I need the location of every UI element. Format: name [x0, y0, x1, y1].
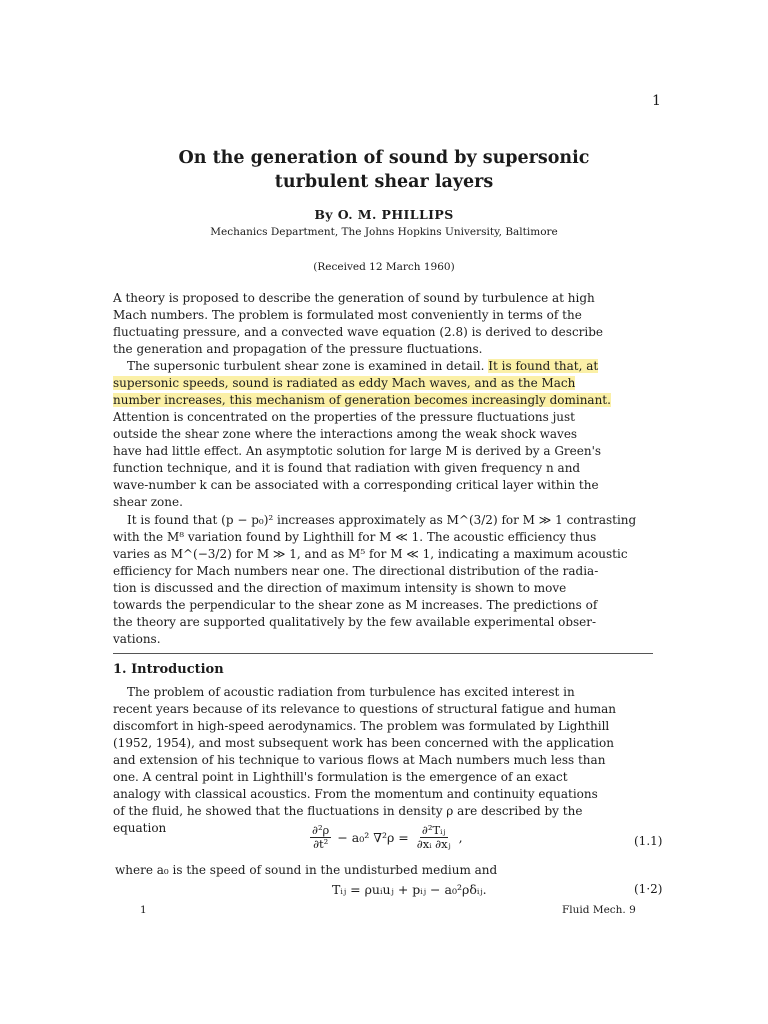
abstract-line: fluctuating pressure, and a convected wave equation (2.8) is derived to describe [113, 325, 604, 339]
section-heading: 1. Introduction [113, 662, 224, 677]
highlighted-text: It is found that, at [488, 359, 599, 373]
equation-number-1-2: (1·2) [634, 882, 663, 896]
intro-line: analogy with classical acoustics. From the momentum and continuity equations [113, 787, 598, 801]
abstract-line: function technique, and it is found that radiation with given frequency n and [113, 461, 581, 475]
abstract-paragraph-2 [113, 358, 664, 511]
intro-line: discomfort in high-speed aerodynamics. The problem was formulated by Lighthill [113, 719, 610, 733]
abstract-line: tion is discussed and the direction of maximum intensity is shown to move [113, 581, 567, 595]
abstract-paragraph-3 [113, 512, 664, 648]
section-divider [113, 653, 653, 654]
abstract-line: A theory is proposed to describe the generation of sound by turbulence at high [113, 291, 595, 305]
where-line [113, 862, 664, 879]
abstract-line: shear zone. [113, 495, 183, 509]
abstract-line: varies as M^(−3/2) for M ≫ 1, and as M⁵ for M ≪ 1, indicating a maximum acoustic [113, 547, 628, 561]
intro-line: (1952, 1954), and most subsequent work has been concerned with the application [113, 736, 614, 750]
equation-1-1 [310, 824, 463, 851]
where-text: where a₀ is the speed of sound in the undisturbed medium and [115, 863, 498, 877]
title-line-1: On the generation of sound by supersonic [178, 148, 590, 168]
eq-lhs-fraction [310, 824, 331, 851]
intro-line: The problem of acoustic radiation from turbulence has excited interest in [127, 685, 575, 699]
abstract-line: Mach numbers. The problem is formulated most conveniently in terms of the [113, 308, 582, 322]
page-number: 1 [652, 93, 661, 109]
received-date: (Received 12 March 1960) [313, 261, 455, 273]
abstract-line [113, 392, 664, 409]
eq-tail: , [458, 830, 463, 845]
eq-rhs-fraction [415, 824, 453, 851]
abstract-line: Attention is concentrated on the properties of the pressure fluctuations just [113, 410, 575, 424]
abstract-line: with the M⁸ variation found by Lighthill for M ≪ 1. The acoustic efficiency thus [113, 530, 597, 544]
footer-journal: Fluid Mech. 9 [562, 904, 636, 916]
intro-line: recent years because of its relevance to questions of structural fatigue and human [113, 702, 616, 716]
equation-1-2 [332, 882, 487, 897]
paper-title [0, 146, 768, 194]
author: By O. M. PHILLIPS [314, 207, 454, 222]
intro-line: of the fluid, he showed that the fluctuations in density ρ are described by the [113, 804, 583, 818]
abstract-line: the theory are supported qualitatively by the few available experimental obser- [113, 615, 597, 629]
title-line-2: turbulent shear layers [274, 172, 494, 192]
equation-number-1-1: (1.1) [634, 834, 663, 848]
abstract-line: the generation and propagation of the pressure fluctuations. [113, 342, 483, 356]
eq2-text: Tᵢⱼ = ρuᵢuⱼ + pᵢⱼ − a₀²ρδᵢⱼ. [332, 882, 487, 897]
abstract-line: vations. [113, 632, 161, 646]
abstract-line [113, 375, 664, 392]
abstract-text: The supersonic turbulent shear zone is examined in detail. [127, 359, 485, 373]
intro-line: one. A central point in Lighthill's formulation is the emergence of an exact [113, 770, 568, 784]
abstract-line: towards the perpendicular to the shear zone as M increases. The predictions of [113, 598, 598, 612]
affiliation: Mechanics Department, The Johns Hopkins University, Baltimore [210, 226, 558, 238]
abstract-line [113, 358, 664, 375]
footer-signature: 1 [140, 904, 147, 916]
highlighted-text: supersonic speeds, sound is radiated as eddy Mach waves, and as the Mach [113, 376, 576, 390]
abstract-line: have had little effect. An asymptotic solution for large M is derived by a Green's [113, 444, 602, 458]
eq-lhs-denominator: ∂t² [313, 837, 329, 851]
introduction-paragraph [113, 684, 664, 837]
eq-lhs-numerator: ∂²ρ [312, 823, 330, 837]
abstract-line: outside the shear zone where the interactions among the weak shock waves [113, 427, 578, 441]
eq-rhs-denominator: ∂xᵢ ∂xⱼ [416, 837, 451, 851]
eq-rhs-numerator: ∂²Tᵢⱼ [421, 823, 446, 837]
intro-line: equation [113, 821, 167, 835]
intro-line: and extension of his technique to various flows at Mach numbers much less than [113, 753, 606, 767]
eq-middle: − a₀² ∇²ρ = [337, 830, 409, 845]
abstract-paragraph-1 [113, 290, 664, 358]
abstract-line: efficiency for Mach numbers near one. The directional distribution of the radia- [113, 564, 599, 578]
abstract-line: It is found that (p − p₀)² increases approximately as M^(3/2) for M ≫ 1 contrasting [127, 513, 637, 527]
abstract-line: wave-number k can be associated with a corresponding critical layer within the [113, 478, 599, 492]
highlighted-text: number increases, this mechanism of generation becomes increasingly dominant. [113, 393, 611, 407]
